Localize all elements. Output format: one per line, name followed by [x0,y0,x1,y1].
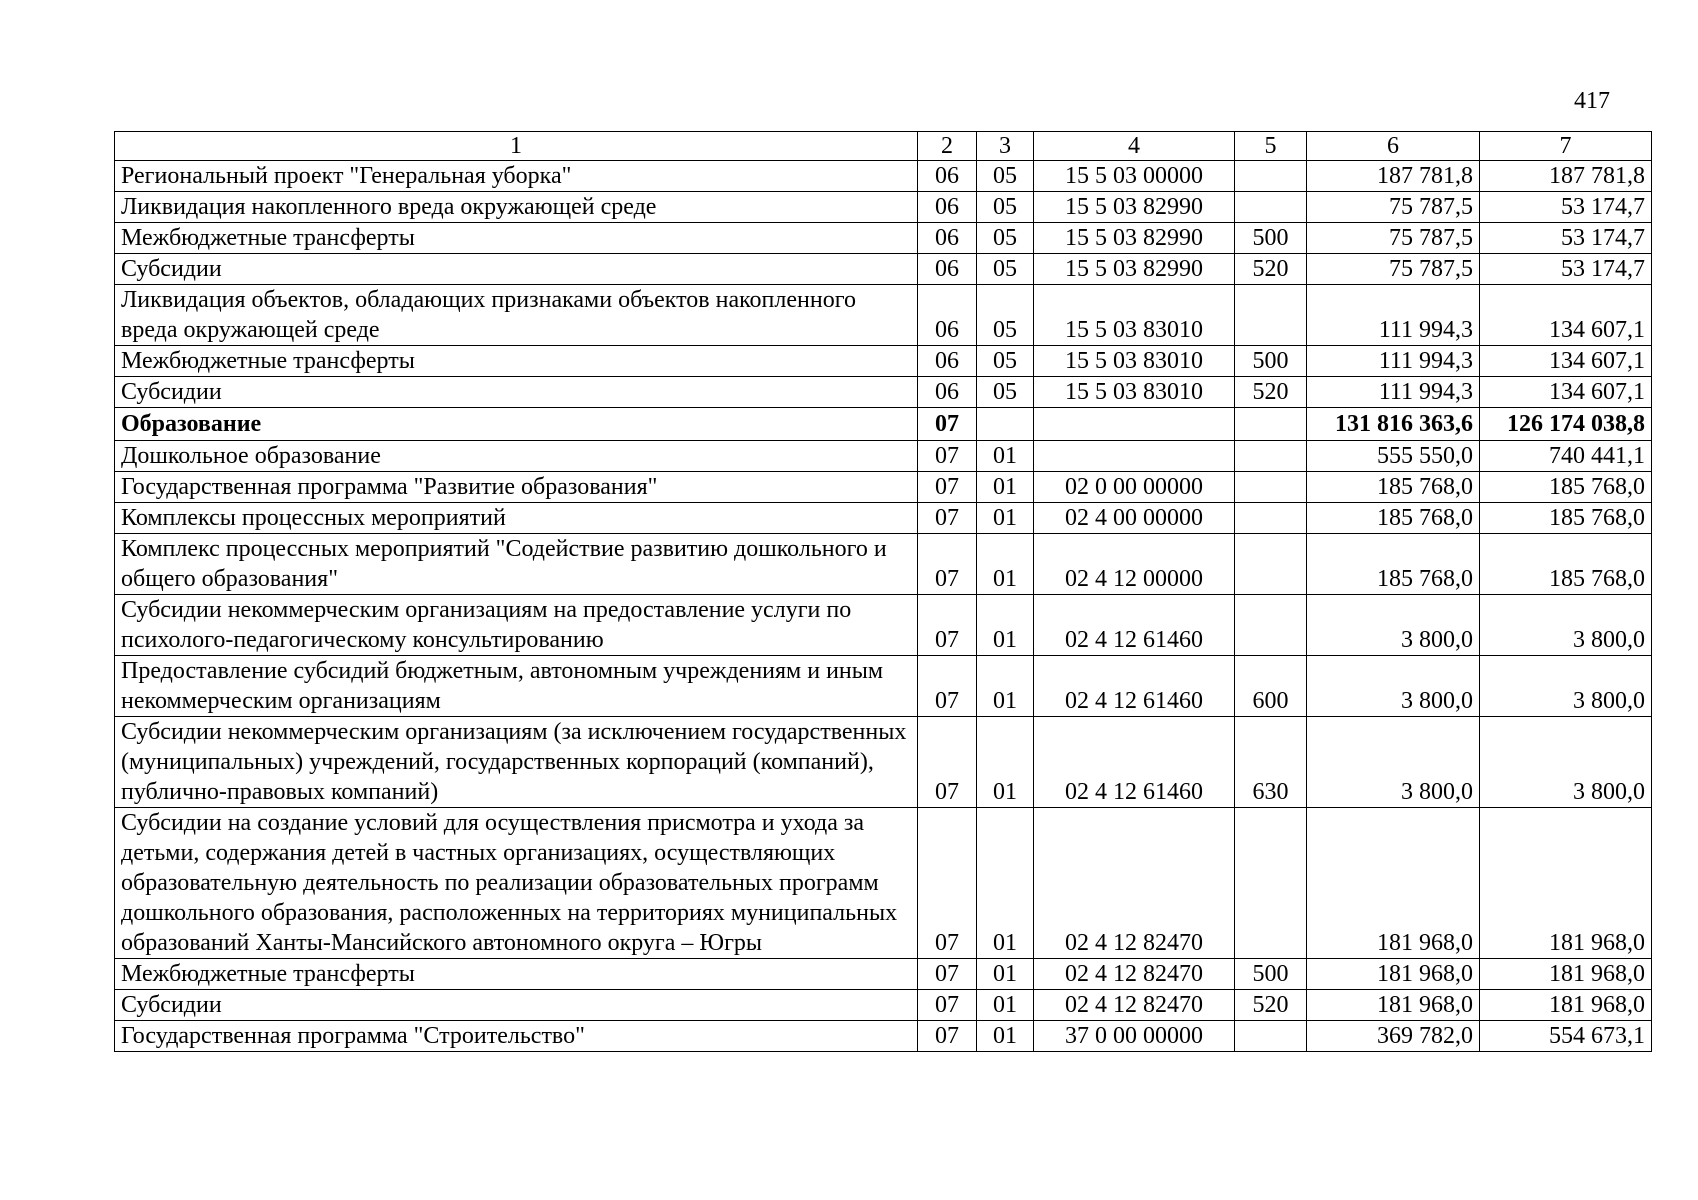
section-code-cell: 07 [918,472,977,503]
row-name-cell: Межбюджетные трансферты [115,223,918,254]
amount-col6-cell: 369 782,0 [1307,1021,1480,1052]
amount-col6-cell: 185 768,0 [1307,503,1480,534]
amount-col6-cell: 185 768,0 [1307,472,1480,503]
table-row [115,959,1652,990]
table-body [115,132,1652,1052]
table-row [115,192,1652,223]
section-code-cell: 07 [918,717,977,808]
amount-col6-cell: 181 968,0 [1307,808,1480,959]
amount-col6-cell: 131 816 363,6 [1307,408,1480,441]
row-name-cell: Межбюджетные трансферты [115,959,918,990]
subsection-code-cell: 01 [977,1021,1034,1052]
amount-col6-cell: 181 968,0 [1307,990,1480,1021]
section-code-cell: 06 [918,254,977,285]
expense-type-cell [1235,441,1307,472]
row-name-cell: Субсидии некоммерческим организациям на предоставление услуги по психолого-педагогическому консультированию [115,595,918,656]
amount-col7-cell: 185 768,0 [1480,472,1652,503]
table-row [115,595,1652,656]
table-row [115,408,1652,441]
section-code-cell: 07 [918,990,977,1021]
section-code-cell: 07 [918,656,977,717]
expense-type-cell: 500 [1235,346,1307,377]
table-row [115,990,1652,1021]
target-article-cell: 15 5 03 83010 [1034,346,1235,377]
amount-col6-cell: 75 787,5 [1307,192,1480,223]
amount-col6-cell: 185 768,0 [1307,534,1480,595]
table-row [115,808,1652,959]
table-row [115,656,1652,717]
amount-col6-cell: 181 968,0 [1307,959,1480,990]
amount-col7-cell: 185 768,0 [1480,503,1652,534]
row-name-cell: Комплекс процессных мероприятий "Содействие развитию дошкольного и общего образования" [115,534,918,595]
row-name-cell: Образование [115,408,918,441]
header-cell-6: 6 [1307,132,1480,161]
section-code-cell: 07 [918,959,977,990]
subsection-code-cell: 01 [977,656,1034,717]
target-article-cell: 37 0 00 00000 [1034,1021,1235,1052]
expense-type-cell: 520 [1235,377,1307,408]
amount-col7-cell: 740 441,1 [1480,441,1652,472]
amount-col7-cell: 181 968,0 [1480,808,1652,959]
table-row [115,254,1652,285]
table-row [115,346,1652,377]
header-cell-2: 2 [918,132,977,161]
target-article-cell: 02 4 12 00000 [1034,534,1235,595]
amount-col6-cell: 111 994,3 [1307,377,1480,408]
subsection-code-cell: 05 [977,285,1034,346]
expense-type-cell: 600 [1235,656,1307,717]
page-number: 417 [1574,88,1610,114]
table-row [115,441,1652,472]
amount-col6-cell: 75 787,5 [1307,254,1480,285]
subsection-code-cell: 01 [977,959,1034,990]
subsection-code-cell: 01 [977,990,1034,1021]
expense-type-cell [1235,503,1307,534]
section-code-cell: 06 [918,161,977,192]
amount-col6-cell: 111 994,3 [1307,285,1480,346]
expense-type-cell [1235,192,1307,223]
section-code-cell: 07 [918,595,977,656]
expense-type-cell: 500 [1235,959,1307,990]
subsection-code-cell [977,408,1034,441]
header-cell-1: 1 [115,132,918,161]
expense-type-cell [1235,534,1307,595]
section-code-cell: 07 [918,408,977,441]
expense-type-cell [1235,595,1307,656]
target-article-cell [1034,441,1235,472]
amount-col6-cell: 3 800,0 [1307,717,1480,808]
row-name-cell: Субсидии [115,990,918,1021]
section-code-cell: 06 [918,223,977,254]
amount-col7-cell: 134 607,1 [1480,377,1652,408]
subsection-code-cell: 05 [977,192,1034,223]
expense-type-cell [1235,808,1307,959]
amount-col7-cell: 134 607,1 [1480,346,1652,377]
table-row [115,377,1652,408]
amount-col7-cell: 187 781,8 [1480,161,1652,192]
target-article-cell: 02 4 12 82470 [1034,959,1235,990]
amount-col6-cell: 75 787,5 [1307,223,1480,254]
section-code-cell: 06 [918,377,977,408]
subsection-code-cell: 01 [977,717,1034,808]
expense-type-cell [1235,285,1307,346]
section-code-cell: 07 [918,441,977,472]
row-name-cell: Ликвидация накопленного вреда окружающей среде [115,192,918,223]
target-article-cell: 02 4 12 82470 [1034,808,1235,959]
amount-col6-cell: 3 800,0 [1307,595,1480,656]
row-name-cell: Государственная программа "Строительство" [115,1021,918,1052]
header-cell-3: 3 [977,132,1034,161]
amount-col7-cell: 134 607,1 [1480,285,1652,346]
target-article-cell: 15 5 03 82990 [1034,254,1235,285]
target-article-cell [1034,408,1235,441]
subsection-code-cell: 05 [977,377,1034,408]
target-article-cell: 15 5 03 82990 [1034,223,1235,254]
subsection-code-cell: 01 [977,808,1034,959]
amount-col7-cell: 3 800,0 [1480,595,1652,656]
table-row [115,161,1652,192]
row-name-cell: Ликвидация объектов, обладающих признаками объектов накопленного вреда окружающей среде [115,285,918,346]
amount-col6-cell: 555 550,0 [1307,441,1480,472]
target-article-cell: 15 5 03 83010 [1034,377,1235,408]
expense-type-cell [1235,1021,1307,1052]
subsection-code-cell: 01 [977,595,1034,656]
amount-col6-cell: 3 800,0 [1307,656,1480,717]
table-row [115,472,1652,503]
amount-col6-cell: 187 781,8 [1307,161,1480,192]
row-name-cell: Межбюджетные трансферты [115,346,918,377]
header-cell-7: 7 [1480,132,1652,161]
target-article-cell: 15 5 03 00000 [1034,161,1235,192]
budget-table [114,131,1652,1052]
amount-col7-cell: 3 800,0 [1480,656,1652,717]
target-article-cell: 02 4 12 82470 [1034,990,1235,1021]
section-code-cell: 06 [918,346,977,377]
table-header-row [115,132,1652,161]
row-name-cell: Государственная программа "Развитие образования" [115,472,918,503]
row-name-cell: Комплексы процессных мероприятий [115,503,918,534]
expense-type-cell: 520 [1235,990,1307,1021]
amount-col7-cell: 53 174,7 [1480,254,1652,285]
target-article-cell: 15 5 03 82990 [1034,192,1235,223]
target-article-cell: 02 4 12 61460 [1034,595,1235,656]
section-code-cell: 07 [918,534,977,595]
expense-type-cell [1235,408,1307,441]
section-code-cell: 06 [918,285,977,346]
amount-col7-cell: 181 968,0 [1480,990,1652,1021]
amount-col7-cell: 185 768,0 [1480,534,1652,595]
subsection-code-cell: 05 [977,254,1034,285]
subsection-code-cell: 01 [977,503,1034,534]
row-name-cell: Субсидии некоммерческим организациям (за исключением государственных (муниципальных) учреждений, государственных корпораций (компаний), публично-правовых компаний) [115,717,918,808]
target-article-cell: 02 0 00 00000 [1034,472,1235,503]
table-row [115,717,1652,808]
expense-type-cell [1235,161,1307,192]
row-name-cell: Предоставление субсидий бюджетным, автономным учреждениям и иным некоммерческим организациям [115,656,918,717]
subsection-code-cell: 05 [977,161,1034,192]
expense-type-cell: 630 [1235,717,1307,808]
row-name-cell: Субсидии [115,377,918,408]
section-code-cell: 07 [918,503,977,534]
expense-type-cell: 500 [1235,223,1307,254]
table-row [115,285,1652,346]
target-article-cell: 02 4 12 61460 [1034,717,1235,808]
target-article-cell: 02 4 00 00000 [1034,503,1235,534]
subsection-code-cell: 05 [977,223,1034,254]
table-row [115,534,1652,595]
row-name-cell: Субсидии на создание условий для осуществления присмотра и ухода за детьми, содержания детей в частных организациях, осуществляющих образовательную деятельность по реализации образовательных программ дошкольного образования, расположенных на территориях муниципальных образований Ханты-Мансийского автономного округа – Югры [115,808,918,959]
section-code-cell: 07 [918,1021,977,1052]
header-cell-5: 5 [1235,132,1307,161]
expense-type-cell [1235,472,1307,503]
amount-col7-cell: 3 800,0 [1480,717,1652,808]
subsection-code-cell: 05 [977,346,1034,377]
row-name-cell: Региональный проект "Генеральная уборка" [115,161,918,192]
table-row [115,503,1652,534]
amount-col6-cell: 111 994,3 [1307,346,1480,377]
amount-col7-cell: 53 174,7 [1480,223,1652,254]
header-cell-4: 4 [1034,132,1235,161]
subsection-code-cell: 01 [977,534,1034,595]
subsection-code-cell: 01 [977,472,1034,503]
expense-type-cell: 520 [1235,254,1307,285]
table-row [115,1021,1652,1052]
target-article-cell: 15 5 03 83010 [1034,285,1235,346]
amount-col7-cell: 181 968,0 [1480,959,1652,990]
section-code-cell: 06 [918,192,977,223]
row-name-cell: Субсидии [115,254,918,285]
table-row [115,223,1652,254]
amount-col7-cell: 554 673,1 [1480,1021,1652,1052]
target-article-cell: 02 4 12 61460 [1034,656,1235,717]
subsection-code-cell: 01 [977,441,1034,472]
row-name-cell: Дошкольное образование [115,441,918,472]
amount-col7-cell: 126 174 038,8 [1480,408,1652,441]
amount-col7-cell: 53 174,7 [1480,192,1652,223]
section-code-cell: 07 [918,808,977,959]
